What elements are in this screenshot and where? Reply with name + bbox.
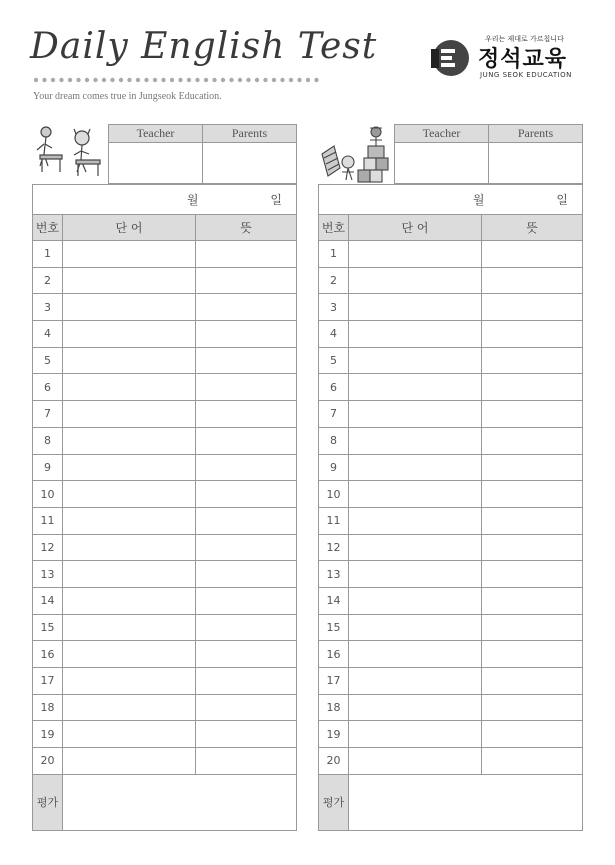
row-number: 14	[33, 587, 63, 614]
meaning-cell[interactable]	[482, 427, 583, 454]
meaning-cell[interactable]	[196, 267, 297, 294]
table-row	[319, 294, 583, 321]
word-cell[interactable]	[63, 614, 196, 641]
logo-tagline: 우리는 제대로 가르칩니다	[485, 35, 564, 43]
word-cell[interactable]	[349, 587, 482, 614]
vocabulary-table	[32, 184, 297, 831]
table-row	[319, 321, 583, 348]
meaning-cell[interactable]	[196, 561, 297, 588]
meaning-cell[interactable]	[482, 294, 583, 321]
table-row	[33, 241, 297, 268]
table-row	[33, 534, 297, 561]
meaning-header: 뜻	[196, 215, 297, 241]
row-number: 13	[319, 561, 349, 588]
evaluation-label: 평가	[33, 774, 63, 830]
meaning-cell[interactable]	[482, 374, 583, 401]
row-number: 16	[319, 641, 349, 668]
word-cell[interactable]	[349, 427, 482, 454]
row-number: 9	[33, 454, 63, 481]
row-number: 5	[33, 347, 63, 374]
table-row	[33, 374, 297, 401]
meaning-cell[interactable]	[482, 721, 583, 748]
word-cell[interactable]	[63, 668, 196, 695]
word-cell[interactable]	[63, 748, 196, 775]
meaning-cell[interactable]	[482, 748, 583, 775]
table-row	[319, 561, 583, 588]
row-number: 11	[33, 507, 63, 534]
parents-signature-cell[interactable]	[203, 143, 296, 183]
word-rows	[33, 241, 297, 775]
brand-logo	[425, 34, 585, 84]
meaning-cell[interactable]	[482, 534, 583, 561]
meaning-cell[interactable]	[196, 241, 297, 268]
table-row	[33, 694, 297, 721]
word-cell[interactable]	[349, 401, 482, 428]
word-cell[interactable]	[63, 454, 196, 481]
row-number: 19	[33, 721, 63, 748]
table-row	[319, 507, 583, 534]
table-row	[33, 614, 297, 641]
row-number: 18	[33, 694, 63, 721]
teacher-label: Teacher	[395, 125, 489, 142]
word-cell[interactable]	[349, 481, 482, 508]
meaning-cell[interactable]	[482, 347, 583, 374]
meaning-cell[interactable]	[196, 294, 297, 321]
evaluation-cell[interactable]	[63, 774, 297, 830]
meaning-cell[interactable]	[196, 641, 297, 668]
meaning-cell[interactable]	[196, 614, 297, 641]
word-cell[interactable]	[63, 427, 196, 454]
parents-label: Parents	[517, 126, 554, 140]
meaning-cell[interactable]	[196, 587, 297, 614]
word-cell[interactable]	[63, 267, 196, 294]
word-cell[interactable]	[63, 561, 196, 588]
table-row	[319, 481, 583, 508]
test-sheet-left	[32, 124, 297, 831]
table-row	[33, 507, 297, 534]
row-number: 6	[33, 374, 63, 401]
table-row	[319, 267, 583, 294]
day-label: 일	[556, 193, 568, 207]
meaning-cell[interactable]	[482, 507, 583, 534]
row-number: 8	[319, 427, 349, 454]
word-cell[interactable]	[63, 347, 196, 374]
table-row	[319, 534, 583, 561]
classroom-illustration	[32, 124, 108, 184]
meaning-cell[interactable]	[196, 347, 297, 374]
row-number: 17	[33, 668, 63, 695]
date-field[interactable]	[33, 185, 297, 215]
row-number: 4	[319, 321, 349, 348]
parents-label: Parents	[231, 126, 268, 140]
logo-name-korean: 정석교육	[478, 47, 568, 72]
meaning-cell[interactable]	[196, 481, 297, 508]
word-cell[interactable]	[63, 401, 196, 428]
table-row	[33, 321, 297, 348]
word-cell[interactable]	[63, 294, 196, 321]
word-cell[interactable]	[63, 534, 196, 561]
meaning-cell[interactable]	[482, 614, 583, 641]
word-cell[interactable]	[349, 641, 482, 668]
meaning-cell[interactable]	[482, 641, 583, 668]
number-header: 번호	[319, 215, 349, 241]
evaluation-cell[interactable]	[349, 774, 583, 830]
table-row	[319, 374, 583, 401]
meaning-cell[interactable]	[196, 748, 297, 775]
word-cell[interactable]	[63, 374, 196, 401]
meaning-cell[interactable]	[196, 721, 297, 748]
row-number: 3	[319, 294, 349, 321]
table-row	[33, 721, 297, 748]
word-cell[interactable]	[63, 641, 196, 668]
row-number: 11	[319, 507, 349, 534]
vocabulary-table	[318, 184, 583, 831]
word-cell[interactable]	[63, 507, 196, 534]
date-field[interactable]	[319, 185, 583, 215]
word-cell[interactable]	[349, 267, 482, 294]
row-number: 19	[319, 721, 349, 748]
word-cell[interactable]	[349, 294, 482, 321]
meaning-cell[interactable]	[482, 321, 583, 348]
table-row	[319, 241, 583, 268]
table-row	[319, 668, 583, 695]
meaning-cell[interactable]	[482, 454, 583, 481]
row-number: 7	[319, 401, 349, 428]
table-row	[33, 587, 297, 614]
page-title: Daily English Test	[30, 26, 378, 67]
row-number: 15	[319, 614, 349, 641]
meaning-cell[interactable]	[482, 241, 583, 268]
table-row	[319, 694, 583, 721]
slogan: Your dream comes true in Jungseok Education.	[33, 91, 222, 102]
word-cell[interactable]	[63, 721, 196, 748]
row-number: 20	[33, 748, 63, 775]
table-row	[33, 481, 297, 508]
table-row	[319, 401, 583, 428]
table-row	[319, 587, 583, 614]
table-row	[33, 347, 297, 374]
word-cell[interactable]	[63, 241, 196, 268]
table-row	[33, 641, 297, 668]
row-number: 15	[33, 614, 63, 641]
dotted-divider	[33, 76, 323, 84]
row-number: 13	[33, 561, 63, 588]
word-cell[interactable]	[349, 668, 482, 695]
meaning-cell[interactable]	[196, 694, 297, 721]
row-number: 12	[319, 534, 349, 561]
meaning-cell[interactable]	[482, 668, 583, 695]
meaning-cell[interactable]	[482, 561, 583, 588]
meaning-cell[interactable]	[196, 401, 297, 428]
signature-box	[108, 124, 297, 184]
meaning-cell[interactable]	[482, 401, 583, 428]
row-number: 2	[33, 267, 63, 294]
word-header: 단 어	[349, 215, 482, 241]
row-number: 12	[33, 534, 63, 561]
evaluation-label: 평가	[319, 774, 349, 830]
number-header: 번호	[33, 215, 63, 241]
logo-name-english: JUNG SEOK EDUCATION	[480, 71, 572, 79]
meaning-cell[interactable]	[196, 454, 297, 481]
word-cell[interactable]	[349, 321, 482, 348]
word-cell[interactable]	[63, 587, 196, 614]
table-row	[33, 401, 297, 428]
meaning-cell[interactable]	[196, 321, 297, 348]
word-cell[interactable]	[349, 614, 482, 641]
word-cell[interactable]	[349, 347, 482, 374]
row-number: 10	[319, 481, 349, 508]
word-header: 단 어	[63, 215, 196, 241]
word-cell[interactable]	[349, 721, 482, 748]
meaning-cell[interactable]	[196, 534, 297, 561]
table-row	[319, 454, 583, 481]
month-label: 월	[472, 193, 485, 207]
meaning-cell[interactable]	[482, 587, 583, 614]
row-number: 6	[319, 374, 349, 401]
row-number: 3	[33, 294, 63, 321]
word-cell[interactable]	[349, 507, 482, 534]
table-row	[33, 561, 297, 588]
table-row	[319, 347, 583, 374]
row-number: 9	[319, 454, 349, 481]
table-row	[319, 614, 583, 641]
teacher-label: Teacher	[109, 125, 203, 142]
word-cell[interactable]	[63, 694, 196, 721]
signature-box	[394, 124, 583, 184]
row-number: 16	[33, 641, 63, 668]
meaning-cell[interactable]	[482, 481, 583, 508]
logo-mark-icon	[425, 38, 473, 78]
table-row	[319, 427, 583, 454]
meaning-cell[interactable]	[196, 374, 297, 401]
meaning-cell[interactable]	[196, 668, 297, 695]
meaning-cell[interactable]	[482, 267, 583, 294]
meaning-cell[interactable]	[196, 507, 297, 534]
parents-signature-cell[interactable]	[489, 143, 582, 183]
meaning-cell[interactable]	[482, 694, 583, 721]
row-number: 8	[33, 427, 63, 454]
table-row	[33, 294, 297, 321]
table-row	[319, 748, 583, 775]
row-number: 1	[33, 241, 63, 268]
row-number: 7	[33, 401, 63, 428]
test-sheet-right	[318, 124, 583, 831]
row-number: 4	[33, 321, 63, 348]
word-cell[interactable]	[349, 694, 482, 721]
word-cell[interactable]	[63, 481, 196, 508]
row-number: 1	[319, 241, 349, 268]
meaning-header: 뜻	[482, 215, 583, 241]
row-number: 17	[319, 668, 349, 695]
row-number: 18	[319, 694, 349, 721]
table-row	[319, 641, 583, 668]
table-row	[33, 454, 297, 481]
word-cell[interactable]	[63, 321, 196, 348]
row-number: 2	[319, 267, 349, 294]
word-cell[interactable]	[349, 454, 482, 481]
word-cell[interactable]	[349, 374, 482, 401]
month-label: 월	[186, 193, 199, 207]
table-row	[33, 748, 297, 775]
day-label: 일	[270, 193, 282, 207]
row-number: 14	[319, 587, 349, 614]
table-row	[33, 267, 297, 294]
table-row	[33, 668, 297, 695]
word-cell[interactable]	[349, 241, 482, 268]
row-number: 10	[33, 481, 63, 508]
table-row	[319, 721, 583, 748]
performers-illustration	[318, 124, 394, 184]
teacher-signature-cell[interactable]	[109, 143, 203, 183]
word-cell[interactable]	[349, 748, 482, 775]
row-number: 5	[319, 347, 349, 374]
teacher-signature-cell[interactable]	[395, 143, 489, 183]
word-cell[interactable]	[349, 534, 482, 561]
table-row	[33, 427, 297, 454]
word-cell[interactable]	[349, 561, 482, 588]
meaning-cell[interactable]	[196, 427, 297, 454]
word-rows	[319, 241, 583, 775]
row-number: 20	[319, 748, 349, 775]
